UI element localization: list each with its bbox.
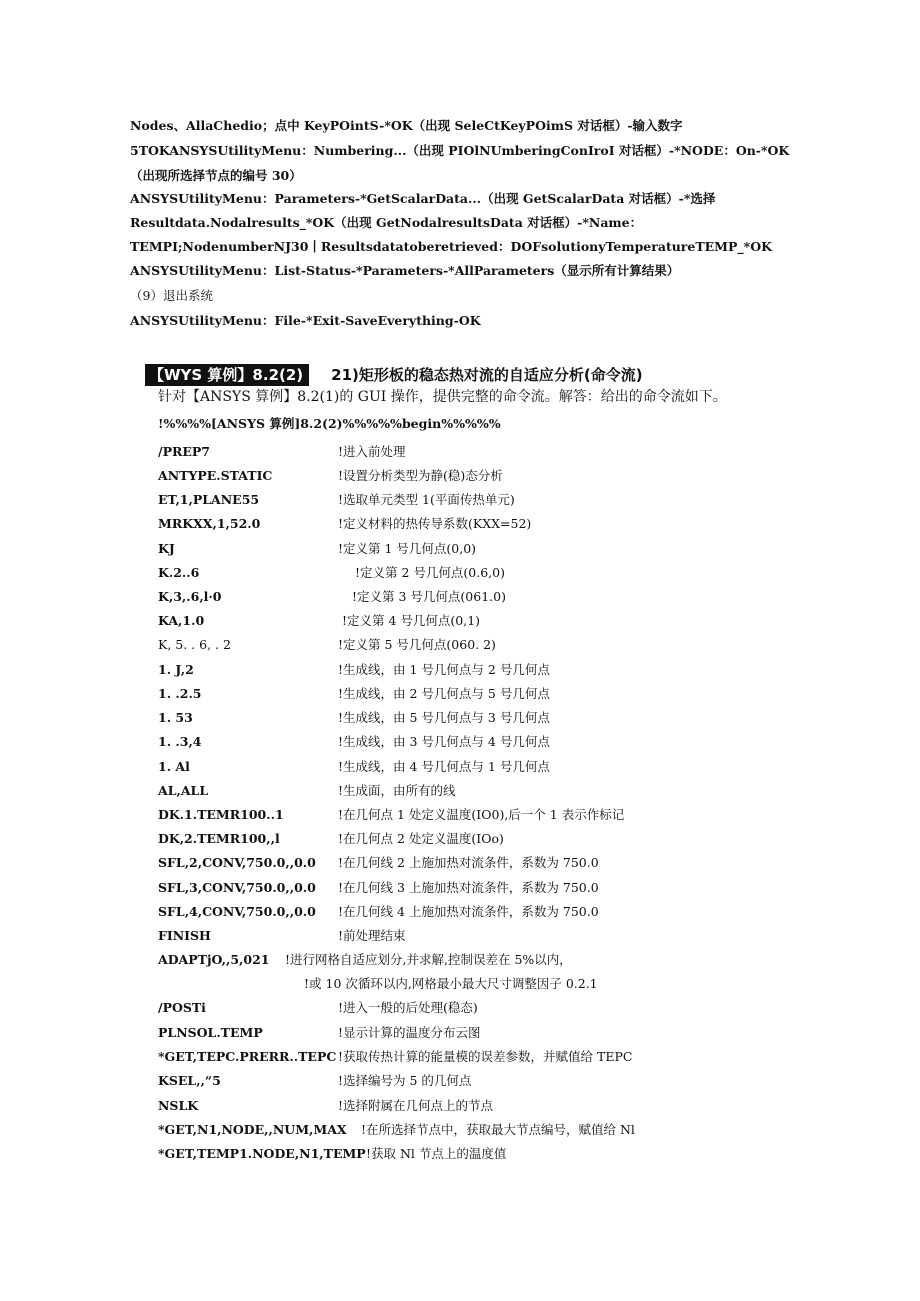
- code-command: KSEL,,“5: [158, 1073, 221, 1088]
- code-command: *GET,TEPC.PRERR..TEPC: [158, 1049, 337, 1064]
- code-command: FINISH: [158, 928, 211, 943]
- section-tag: 【WYS 算例】8.2(2): [145, 364, 309, 386]
- paragraph-2: 5TOKANSYSUtilityMenu：Numbering...（出现 PIOlNUmberingConIroI 对话框）-*NODE：On-*OK（出现所选择节点的编号 30）: [130, 143, 790, 183]
- code-comment: !定义第 3 号几何点(061.0): [352, 589, 506, 604]
- code-command: PLNSOL.TEMP: [158, 1025, 263, 1040]
- code-command: SFL,2,CONV,750.0,,0.0: [158, 855, 316, 870]
- code-command: K, 5. . 6, . 2: [158, 637, 231, 652]
- paragraph-3: ANSYSUtilityMenu：Parameters-*GetScalarData...（出现 GetScalarData 对话框）-*选择: [130, 191, 716, 206]
- code-comment: !选择附属在几何点上的节点: [338, 1098, 494, 1113]
- code-command: DK.1.TEMR100..1: [158, 807, 284, 822]
- code-comment: !进行网格自适应划分,并求解,控制误差在 5%以内，: [285, 952, 572, 967]
- code-command: /POSTi: [158, 1000, 206, 1015]
- code-comment: !进入前处理: [338, 444, 406, 459]
- paragraph-8: ANSYSUtilityMenu：File-*Exit-SaveEverything-OK: [130, 313, 481, 328]
- code-comment: !定义第 2 号几何点(0.6,0): [355, 565, 505, 580]
- paragraph-5: TEMPI;NodenumberNJ30丨Resultsdatatoberetrieved：DOFsolutionyTemperatureTEMP_*OK: [130, 239, 772, 254]
- code-comment: !在几何线 4 上施加热对流条件，系数为 750.0: [338, 904, 599, 919]
- code-comment: !进入一般的后处理(稳态): [338, 1000, 478, 1015]
- code-command: KA,1.0: [158, 613, 205, 628]
- begin-marker: !%%%%[ANSYS 算例]8.2(2)%%%%%begin%%%%%: [158, 416, 501, 431]
- code-command: K.2..6: [158, 565, 200, 580]
- code-comment: !获取传热计算的能量模的误差参数，并赋值给 TEPC: [338, 1049, 633, 1064]
- code-command: *GET,N1,NODE,,NUM,MAX: [158, 1122, 347, 1137]
- paragraph-6: ANSYSUtilityMenu：List-Status-*Parameters-*AllParameters（显示所有计算结果）: [130, 263, 680, 278]
- code-command: SFL,3,CONV,750.0,,0.0: [158, 880, 316, 895]
- code-command: MRKXX,1,52.0: [158, 516, 261, 531]
- code-comment: !在所选择节点中，获取最大节点编号，赋值给 Nl: [361, 1122, 635, 1137]
- code-comment: !生成线，由 5 号几何点与 3 号几何点: [338, 710, 550, 725]
- code-comment: !定义第 1 号几何点(0,0): [338, 541, 477, 556]
- paragraph-1: Nodes、AllaChedio；点中 KeyPOintS-*OK（出现 SeleCtKeyPOimS 对话框）-输入数字: [130, 118, 683, 133]
- code-comment: !定义第 4 号几何点(0,1): [342, 613, 481, 628]
- code-comment: !在几何点 2 处定义温度(IOo): [338, 831, 504, 846]
- section-intro: 针对【ANSYS 算例】8.2(1)的 GUI 操作，提供完整的命令流。解答：给出的命令流如下。: [158, 389, 727, 405]
- paragraph-7: （9）退出系统: [130, 288, 213, 303]
- code-comment: !或 10 次循环以内,网格最小最大尺寸调整因子 0.2.1: [304, 976, 598, 991]
- code-comment: !生成面，由所有的线: [338, 783, 456, 798]
- code-command: AL,ALL: [158, 783, 209, 798]
- code-command: DK,2.TEMR100,,l: [158, 831, 280, 846]
- code-command: 1. Al: [158, 759, 190, 774]
- code-command: 1. J,2: [158, 662, 194, 677]
- code-command: 1. .3,4: [158, 734, 202, 749]
- code-command: ADAPTjO,,5,021: [158, 952, 270, 967]
- code-command: KJ: [158, 541, 175, 556]
- code-command: /PREP7: [158, 444, 210, 459]
- code-comment: !定义材料的热传导系数(KXX=52): [338, 516, 532, 531]
- code-comment: !选取单元类型 1(平面传热单元): [338, 492, 515, 507]
- code-command: *GET,TEMP1.NODE,N1,TEMP: [158, 1146, 366, 1161]
- code-comment: !生成线，由 2 号几何点与 5 号几何点: [338, 686, 550, 701]
- code-comment: !生成线，由 1 号几何点与 2 号几何点: [338, 662, 550, 677]
- code-command: 1. .2.5: [158, 686, 202, 701]
- code-comment: !选择编号为 5 的几何点: [338, 1073, 472, 1088]
- code-comment: !在几何线 2 上施加热对流条件，系数为 750.0: [338, 855, 599, 870]
- code-command: NSLK: [158, 1098, 199, 1113]
- code-comment: !在几何点 1 处定义温度(IO0),后一个 1 表示作标记: [338, 807, 625, 822]
- code-comment: !获取 Nl 节点上的温度值: [366, 1146, 507, 1161]
- code-command: ET,1,PLANE55: [158, 492, 260, 507]
- code-comment: !定义第 5 号几何点(060. 2): [338, 637, 496, 652]
- code-comment: !生成线，由 4 号几何点与 1 号几何点: [338, 759, 550, 774]
- code-comment: !前处理结束: [338, 928, 406, 943]
- section-heading: [145, 364, 643, 386]
- code-comment: !显示计算的温度分布云图: [338, 1025, 481, 1040]
- code-comment: !在几何线 3 上施加热对流条件，系数为 750.0: [338, 880, 599, 895]
- code-comment: !生成线，由 3 号几何点与 4 号几何点: [338, 734, 550, 749]
- code-command: 1. 53: [158, 710, 193, 725]
- paragraph-4: Resultdata.Nodalresults_*OK（出现 GetNodalresultsData 对话框）-*Name：: [130, 215, 643, 230]
- code-command: K,3,.6,l·0: [158, 589, 222, 604]
- code-comment: !设置分析类型为静(稳)态分析: [338, 468, 503, 483]
- code-command: ANTYPE.STATIC: [158, 468, 273, 483]
- code-command: SFL,4,CONV,750.0,,0.0: [158, 904, 316, 919]
- section-title: 21)矩形板的稳态热对流的自适应分析(命令流): [331, 366, 643, 384]
